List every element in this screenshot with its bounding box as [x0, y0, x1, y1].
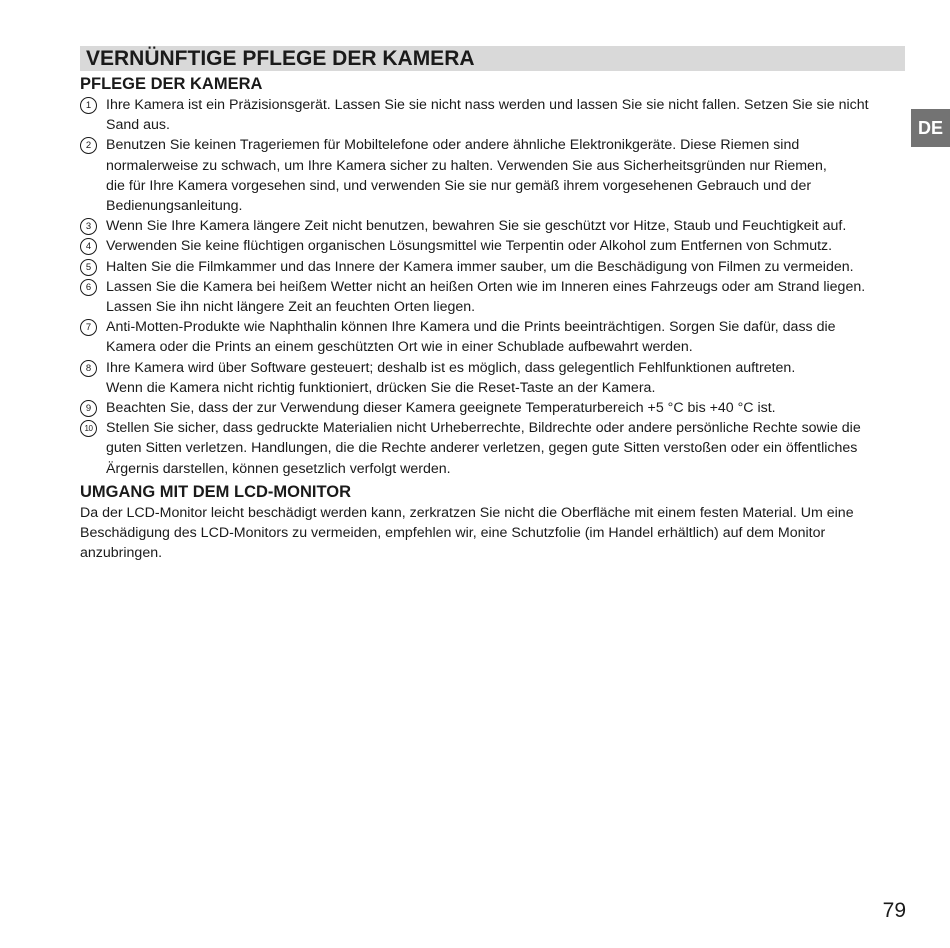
paragraph-text-line: anzubringen.	[80, 545, 163, 562]
list-item	[80, 277, 894, 317]
list-item	[80, 418, 894, 479]
list-item	[80, 257, 894, 277]
page-title-bar	[80, 46, 905, 71]
list-item-text-line: Ärgernis darstellen, können gesetzlich verfolgt werden.	[106, 460, 451, 477]
list-item-text-line: Sand aus.	[106, 117, 170, 134]
section-heading-care: PFLEGE DER KAMERA	[80, 75, 263, 93]
list-item-text-line: Benutzen Sie keinen Trageriemen für Mobiltelefone oder andere ähnliche Elektronikgeräte. Diese Riemen sind	[106, 137, 800, 154]
list-item-text-line: Ihre Kamera ist ein Präzisionsgerät. Lassen Sie sie nicht nass werden und lassen Sie sie nicht fallen. Setzen Sie sie nicht	[106, 97, 869, 113]
circled-number-marker: 5	[80, 259, 97, 276]
list-item-text-line: Anti-Motten-Produkte wie Naphthalin können Ihre Kamera und die Prints beeinträchtigen. Sorgen Sie dafür, dass die	[106, 319, 836, 336]
paragraph-text-line: Beschädigung des LCD-Monitors zu vermeiden, empfehlen wir, eine Schutzfolie (im Handel erhältlich) auf dem Monitor	[80, 525, 826, 542]
list-item-text-line: Wenn die Kamera nicht richtig funktioniert, drücken Sie die Reset-Taste an der Kamera.	[106, 379, 656, 396]
list-item-text-line: Kamera oder die Prints an einem geschützten Ort wie in einer Schublade aufbewahrt werden.	[106, 339, 693, 356]
language-tab: DE	[911, 109, 950, 147]
list-item	[80, 95, 894, 135]
list-item	[80, 216, 894, 236]
list-item-text-line: Halten Sie die Filmkammer und das Innere der Kamera immer sauber, um die Beschädigung von Filmen zu vermeiden.	[106, 258, 854, 275]
circled-number-marker: 10	[80, 420, 97, 437]
paragraph-text-line: Da der LCD-Monitor leicht beschädigt werden kann, zerkratzen Sie nicht die Oberfläche mit einem festen Material. Um eine	[80, 504, 854, 521]
list-item-text-line: Wenn Sie Ihre Kamera längere Zeit nicht benutzen, bewahren Sie sie geschützt vor Hitze, Staub und Feuchtigkeit auf.	[106, 218, 847, 235]
list-item	[80, 135, 894, 216]
circled-number-marker: 1	[80, 97, 97, 114]
list-item-text-line: Bedienungsanleitung.	[106, 198, 243, 215]
list-item-text-line: Beachten Sie, dass der zur Verwendung dieser Kamera geeignete Temperaturbereich +5 °C bis +40 °C ist.	[106, 400, 776, 417]
list-item-text-line: Stellen Sie sicher, dass gedruckte Materialien nicht Urheberrechte, Bildrechte oder andere persönliche Rechte sowie die	[106, 420, 861, 437]
circled-number-marker: 9	[80, 400, 97, 417]
list-item-text-line: guten Sitten verletzen. Handlungen, die die Rechte anderer verletzen, gegen gute Sitten verstoßen oder ein öffentliches	[106, 440, 858, 457]
circled-number-marker: 4	[80, 238, 97, 255]
circled-number-marker: 2	[80, 137, 97, 154]
list-item	[80, 398, 894, 418]
circled-number-marker: 6	[80, 279, 97, 296]
page-title: VERNÜNFTIGE PFLEGE DER KAMERA	[86, 47, 475, 70]
circled-number-marker: 7	[80, 319, 97, 336]
list-item-text-line: normalerweise zu schwach, um Ihre Kamera sicher zu halten. Verwenden Sie aus Sicherheitsgründen nur Riemen,	[106, 157, 827, 174]
list-item-text-line: Verwenden Sie keine flüchtigen organischen Lösungsmittel wie Terpentin oder Alkohol zum Entfernen von Schmutz.	[106, 238, 833, 255]
page-number: 79	[882, 899, 906, 922]
list-item	[80, 317, 894, 357]
list-item-text-line: Lassen Sie die Kamera bei heißem Wetter nicht an heißen Orten wie im Inneren eines Fahrzeugs oder am Strand liegen.	[106, 278, 866, 295]
list-item-text-line: die für Ihre Kamera vorgesehen sind, und verwenden Sie sie nur gemäß ihrem vorgesehenen Gebrauch und der	[106, 177, 812, 194]
lcd-paragraph	[80, 503, 894, 564]
section-heading-lcd: UMGANG MIT DEM LCD-MONITOR	[80, 482, 352, 501]
list-item-text-line: Ihre Kamera wird über Software gesteuert; deshalb ist es möglich, dass gelegentlich Fehlfunktionen auftreten.	[106, 359, 796, 376]
circled-number-marker: 3	[80, 218, 97, 235]
list-item-text-line: Lassen Sie ihn nicht längere Zeit an feuchten Orten liegen.	[106, 299, 476, 316]
care-instructions-list	[80, 95, 894, 479]
list-item	[80, 236, 894, 256]
list-item	[80, 358, 894, 398]
circled-number-marker: 8	[80, 360, 97, 377]
main-content	[80, 73, 894, 563]
